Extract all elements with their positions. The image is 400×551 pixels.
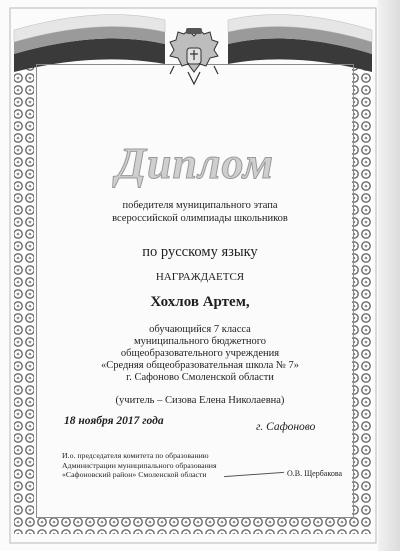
student-line-2: муниципального бюджетного (133, 336, 267, 347)
signature-line-2: Администрации муниципального образования (62, 460, 217, 470)
subject: по русскому языку (142, 244, 258, 260)
teacher-line: (учитель – Сизова Елена Николаевна) (115, 395, 285, 406)
recipient-name: Хохлов Артем, (150, 294, 250, 310)
awarded-label: НАГРАЖДАЕТСЯ (155, 271, 245, 283)
inner-frame (36, 64, 354, 518)
signature-line-3: «Сафоновский район» Смоленской области (62, 470, 207, 480)
student-line-4: «Средняя общеобразовательная школа № 7» (100, 360, 300, 371)
signature-line-1: И.о. председателя комитета по образованию (62, 451, 209, 460)
diploma-title: Диплом (115, 139, 275, 188)
student-line-1: обучающийся 7 класса (149, 324, 251, 335)
award-city: г. Сафоново (256, 421, 316, 433)
student-line-3: общеобразовательного учреждения (120, 348, 280, 359)
signer-name: О.В. Щербакова (287, 469, 343, 478)
double-headed-eagle-icon (166, 26, 222, 88)
student-line-5: г. Сафоново Смоленской области (126, 372, 274, 383)
award-date: 18 ноября 2017 года (64, 415, 164, 427)
winner-line-2: всероссийской олимпиады школьников (112, 213, 288, 224)
winner-line-1: победителя муниципального этапа (122, 200, 278, 211)
